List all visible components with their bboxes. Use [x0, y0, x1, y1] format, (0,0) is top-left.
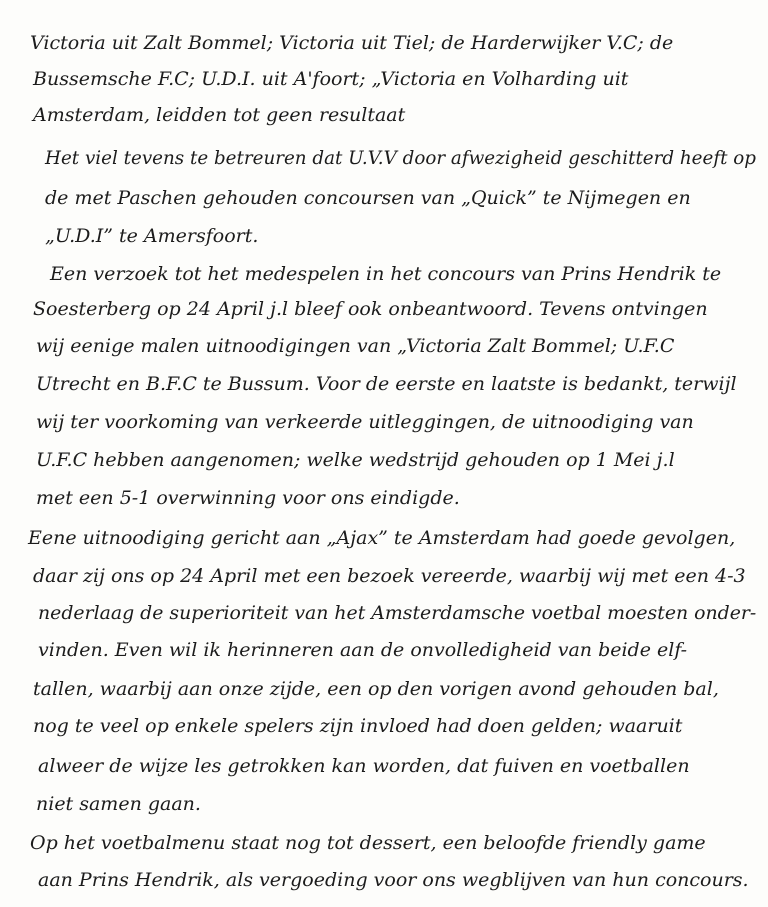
text-line-8: Soesterberg op 24 April j.l bleef ook onbeantwoord. Tevens ontvingen [33, 298, 708, 320]
text-line-12: U.F.C hebben aangenomen; welke wedstrijd gehouden op 1 Mei j.l [36, 449, 675, 471]
text-line-11: wij ter voorkoming van verkeerde uitleggingen, de uitnoodiging van [36, 411, 694, 433]
text-line-14: Eene uitnoodiging gericht aan „Ajax” te Amsterdam had goede gevolgen, [28, 527, 736, 549]
text-line-13: met een 5-1 overwinning voor ons eindigde. [36, 487, 460, 509]
text-line-18: tallen, waarbij aan onze zijde, een op den vorigen avond gehouden bal, [33, 678, 719, 700]
text-line-4: Het viel tevens te betreuren dat U.V.V door afwezigheid geschitterd heeft op [45, 147, 757, 169]
text-line-5: de met Paschen gehouden concoursen van „Quick” te Nijmegen en [45, 187, 691, 209]
text-line-3: Amsterdam, leidden tot geen resultaat [33, 104, 406, 126]
text-line-6: „U.D.I” te Amersfoort. [45, 225, 259, 247]
text-line-9: wij eenige malen uitnoodigingen van „Victoria Zalt Bommel; U.F.C [36, 335, 675, 357]
text-line-19: nog te veel op enkele spelers zijn invloed had doen gelden; waaruit [33, 715, 683, 737]
text-line-2: Bussemsche F.C; U.D.I. uit A'foort; „Victoria en Volharding uit [33, 68, 629, 90]
text-line-10: Utrecht en B.F.C te Bussum. Voor de eerste en laatste is bedankt, terwijl [36, 373, 737, 395]
text-line-15: daar zij ons op 24 April met een bezoek vereerde, waarbij wij met een 4-3 [33, 565, 746, 587]
text-line-22: Op het voetbalmenu staat nog tot dessert, een beloofde friendly game [30, 832, 706, 854]
text-line-21: niet samen gaan. [36, 793, 201, 815]
text-line-1: Victoria uit Zalt Bommel; Victoria uit Tiel; de Harderwijker V.C; de [30, 32, 674, 54]
text-line-7: Een verzoek tot het medespelen in het concours van Prins Hendrik te [50, 263, 722, 285]
text-line-20: alweer de wijze les getrokken kan worden, dat fuiven en voetballen [38, 755, 690, 777]
text-line-16: nederlaag de superioriteit van het Amsterdamsche voetbal moesten onder- [38, 602, 757, 624]
text-line-17: vinden. Even wil ik herinneren aan de onvolledigheid van beide elf- [38, 639, 688, 661]
text-line-23: aan Prins Hendrik, als vergoeding voor ons wegblijven van hun concours. [38, 869, 749, 891]
